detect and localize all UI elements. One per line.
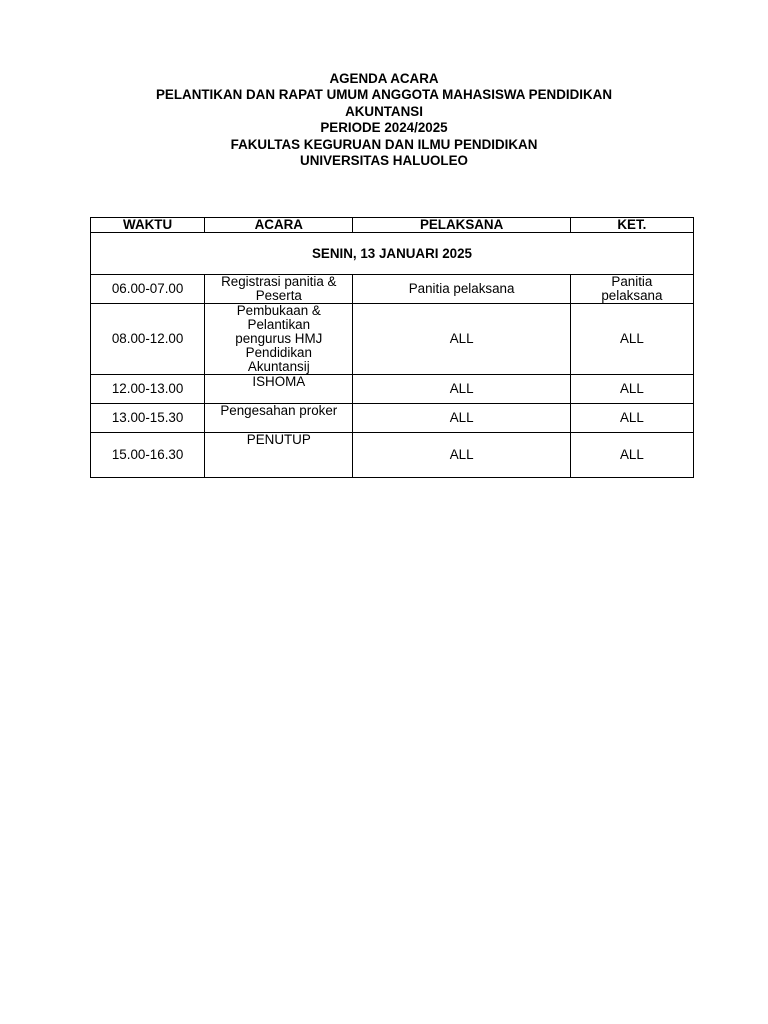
agenda-table — [90, 217, 694, 478]
cell-acara-line: Peserta — [255, 288, 302, 303]
cell-waktu: 06.00-07.00 — [91, 275, 205, 304]
cell-ket-line: pelaksana — [601, 288, 663, 303]
cell-acara-line: Pendidikan — [245, 345, 312, 360]
header-university: UNIVERSITAS HALUOLEO — [300, 153, 468, 169]
cell-ket-line: Panitia — [611, 274, 653, 289]
cell-acara-line: Akuntansij — [247, 359, 310, 374]
cell-acara — [205, 304, 353, 375]
cell-acara-line: Pelantikan — [247, 317, 311, 332]
cell-waktu: 08.00-12.00 — [91, 304, 205, 375]
cell-pelaksana: ALL — [353, 304, 570, 375]
cell-acara: PENUTUP — [205, 433, 353, 478]
cell-ket: ALL — [570, 375, 693, 404]
table-row — [91, 304, 694, 375]
column-header-ket: KET. — [570, 218, 693, 233]
cell-waktu: 12.00-13.00 — [91, 375, 205, 404]
day-row — [91, 233, 694, 275]
cell-ket: ALL — [570, 304, 693, 375]
cell-acara: Pengesahan proker — [205, 404, 353, 433]
cell-waktu: 13.00-15.30 — [91, 404, 205, 433]
cell-ket: ALL — [570, 433, 693, 478]
cell-pelaksana: ALL — [353, 404, 570, 433]
header-event-line-cont: AKUNTANSI — [345, 103, 423, 119]
header-faculty: FAKULTAS KEGURUAN DAN ILMU PENDIDIKAN — [230, 136, 538, 152]
cell-acara-line: Pembukaan & — [236, 303, 321, 318]
table-row — [91, 375, 694, 404]
table-header-row — [91, 218, 694, 233]
cell-waktu: 15.00-16.30 — [91, 433, 205, 478]
table-row — [91, 433, 694, 478]
header-event-line: PELANTIKAN DAN RAPAT UMUM ANGGOTA MAHASISWA PENDIDIKAN — [155, 87, 612, 103]
table-row — [91, 404, 694, 433]
cell-ket: ALL — [570, 404, 693, 433]
table-row — [91, 275, 694, 304]
document-header — [0, 71, 768, 169]
cell-pelaksana: ALL — [353, 433, 570, 478]
cell-acara — [205, 275, 353, 304]
column-header-acara: ACARA — [205, 218, 353, 233]
day-label: SENIN, 13 JANUARI 2025 — [91, 233, 694, 275]
cell-acara: ISHOMA — [205, 375, 353, 404]
cell-acara-line: Registrasi panitia & — [221, 274, 337, 289]
cell-acara-line: pengurus HMJ — [235, 331, 323, 346]
cell-pelaksana: ALL — [353, 375, 570, 404]
column-header-pelaksana: PELAKSANA — [353, 218, 570, 233]
header-period: PERIODE 2024/2025 — [320, 120, 448, 136]
cell-ket — [570, 275, 693, 304]
cell-pelaksana: Panitia pelaksana — [353, 275, 570, 304]
header-title: AGENDA ACARA — [329, 71, 439, 86]
column-header-waktu: WAKTU — [91, 218, 205, 233]
